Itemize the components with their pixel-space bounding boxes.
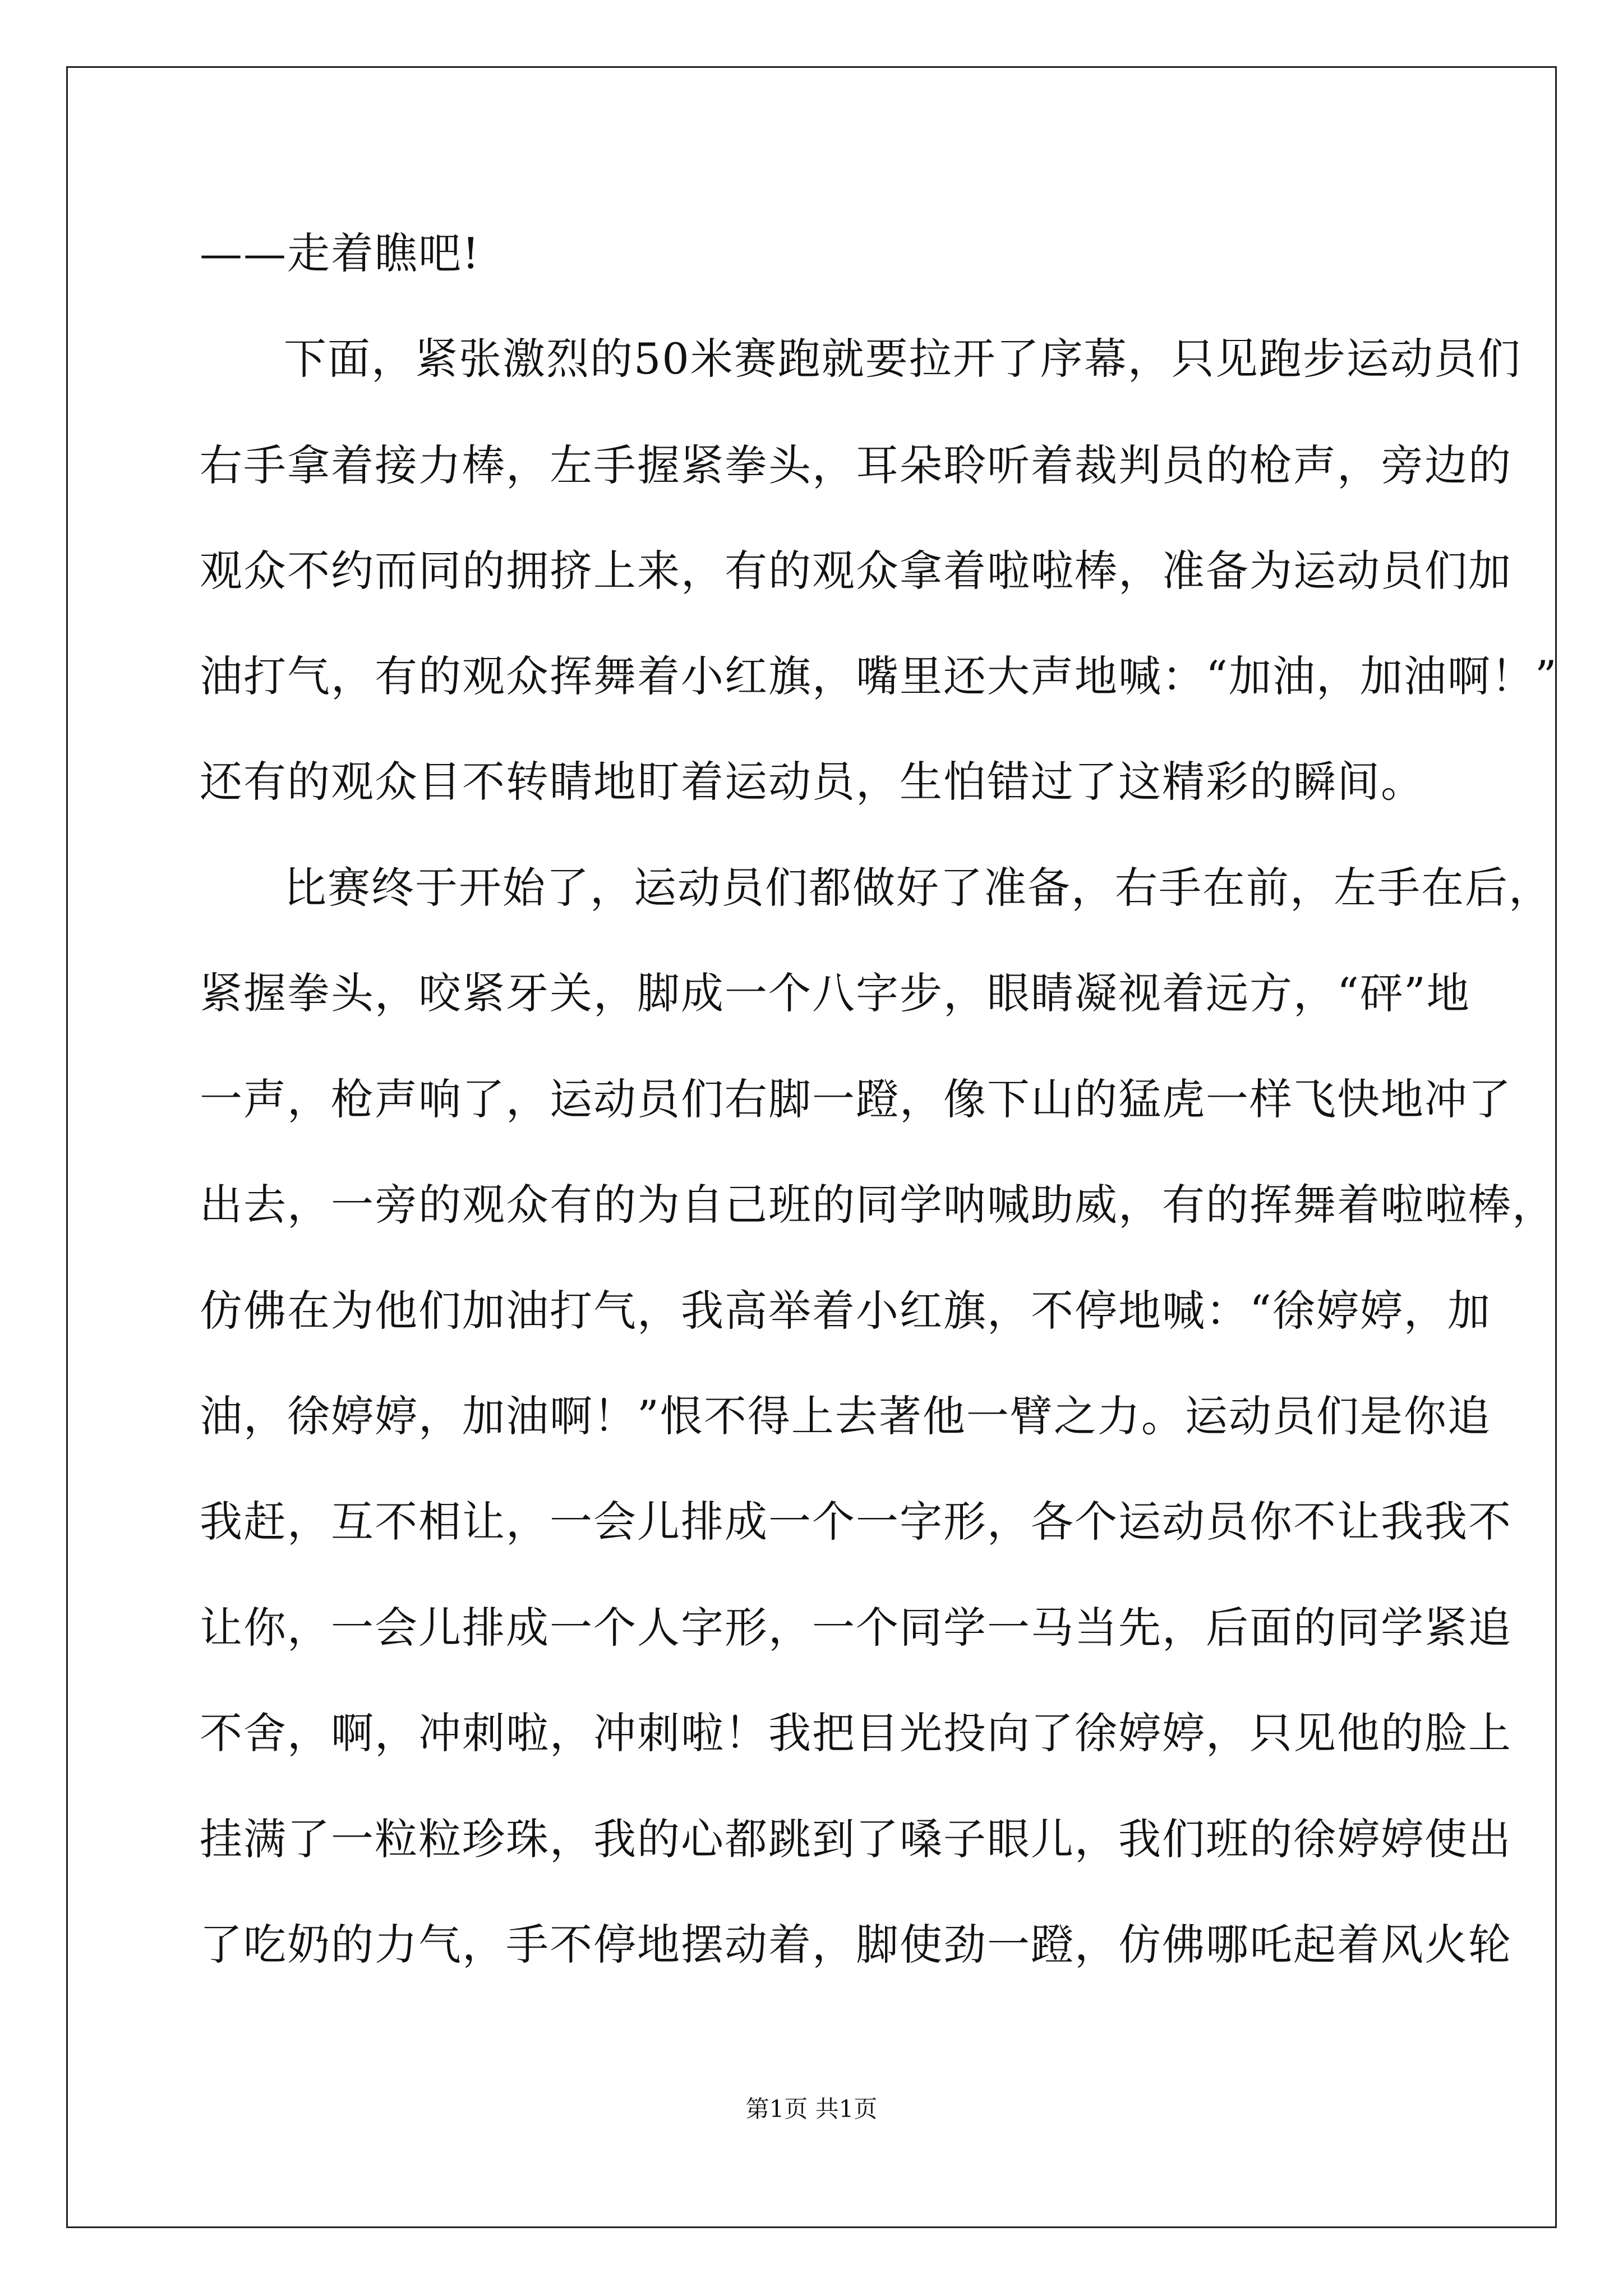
text-line: 紧握拳头，咬紧牙关，脚成一个八字步，眼睛凝视着远方，“砰”地 <box>200 968 1470 1018</box>
text-line: 挂满了一粒粒珍珠，我的心都跳到了嗓子眼儿，我们班的徐婷婷使出 <box>200 1814 1512 1864</box>
text-line: 观众不约而同的拥挤上来，有的观众拿着啦啦棒，准备为运动员们加 <box>200 546 1512 596</box>
text-line: 右手拿着接力棒，左手握紧拳头，耳朵聆听着裁判员的枪声，旁边的 <box>200 440 1512 490</box>
text-line: 不舍，啊，冲刺啦，冲刺啦！我把目光投向了徐婷婷，只见他的脸上 <box>200 1708 1512 1758</box>
text-line: 还有的观众目不转睛地盯着运动员，生怕错过了这精彩的瞬间。 <box>200 757 1424 807</box>
paragraph-first-line: 下面，紧张激烈的50米赛跑就要拉开了序幕，只见跑步运动员们 <box>284 334 1521 384</box>
text-line: 了吃奶的力气，手不停地摆动着，脚使劲一蹬，仿佛哪吒起着风火轮 <box>200 1920 1512 1970</box>
text-line: 油，徐婷婷，加油啊！”恨不得上去著他一臂之力。运动员们是你追 <box>200 1391 1491 1441</box>
text-line: 让你，一会儿排成一个人字形，一个同学一马当先，后面的同学紧追 <box>200 1603 1512 1653</box>
text-line: 仿佛在为他们加油打气，我高举着小红旗，不停地喊：“徐婷婷，加 <box>200 1286 1491 1336</box>
text-line: 一声，枪声响了，运动员们右脚一蹬，像下山的猛虎一样飞快地冲了 <box>200 1074 1512 1124</box>
text-line: 油打气，有的观众挥舞着小红旗，嘴里还大声地喊：“加油，加油啊！” <box>200 651 1558 701</box>
text-line: 出去，一旁的观众有的为自己班的同学呐喊助威，有的挥舞着啦啦棒， <box>200 1180 1556 1230</box>
page-number-footer: 第1页 共1页 <box>745 2095 878 2123</box>
text-line: ——走着瞧吧! <box>200 228 481 278</box>
paragraph-first-line: 比赛终于开始了，运动员们都做好了准备，右手在前，左手在后， <box>284 863 1552 913</box>
text-line: 我赶，互不相让，一会儿排成一个一字形，各个运动员你不让我我不 <box>200 1497 1512 1547</box>
